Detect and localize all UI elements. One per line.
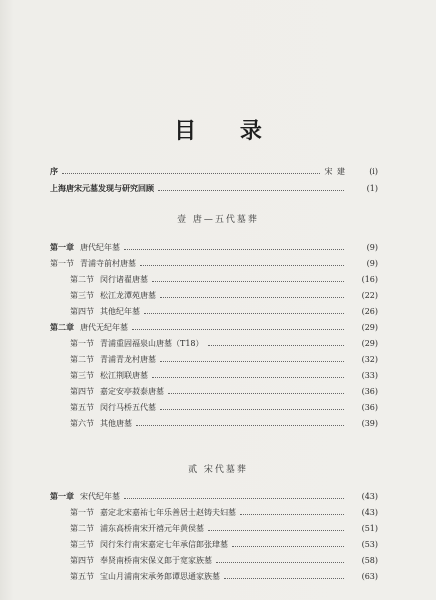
toc-section[interactable] bbox=[50, 400, 378, 414]
section-title: 青浦青龙村唐墓 bbox=[100, 354, 156, 364]
section-number: 第一节 bbox=[50, 258, 74, 268]
section-number: 第四节 bbox=[70, 306, 94, 316]
section-title: 其他唐墓 bbox=[100, 418, 132, 428]
toc-page-number: (43) bbox=[361, 491, 378, 501]
toc-page-number: (22) bbox=[361, 290, 378, 300]
section-title: 闵行马桥五代墓 bbox=[100, 402, 156, 412]
section-number: 第六节 bbox=[70, 418, 94, 428]
toc-section[interactable] bbox=[50, 304, 378, 318]
leader-dots bbox=[144, 312, 344, 314]
section-title: 青浦重固福泉山唐墓（T18） bbox=[100, 338, 204, 348]
section-number: 第二节 bbox=[70, 274, 94, 284]
toc-section[interactable] bbox=[50, 384, 378, 398]
leader-dots bbox=[216, 561, 344, 563]
chapter-number: 第一章 bbox=[50, 242, 74, 252]
toc-label: 上海唐宋元墓发现与研究回顾 bbox=[50, 183, 154, 193]
toc-page-number: (29) bbox=[361, 338, 378, 348]
section-number: 第三节 bbox=[70, 539, 94, 549]
leader-dots bbox=[224, 577, 344, 579]
toc-page-number: (53) bbox=[361, 539, 378, 549]
section-number: 第二节 bbox=[70, 354, 94, 364]
toc-section[interactable] bbox=[50, 256, 378, 270]
toc-section[interactable] bbox=[50, 352, 378, 366]
leader-dots bbox=[136, 424, 344, 426]
toc-section[interactable] bbox=[50, 537, 378, 551]
chapter-title: 唐代无纪年墓 bbox=[80, 322, 128, 332]
toc-chapter[interactable] bbox=[50, 240, 378, 254]
toc-page-number: (43) bbox=[361, 507, 378, 517]
section-number: 第三节 bbox=[70, 290, 94, 300]
leader-dots bbox=[208, 529, 344, 531]
toc-page-number: (9) bbox=[366, 242, 378, 252]
toc-section[interactable] bbox=[50, 505, 378, 519]
toc-page-number: (i) bbox=[369, 166, 378, 176]
section-title: 松江龙潭苑唐墓 bbox=[100, 290, 156, 300]
leader-dots bbox=[140, 264, 344, 266]
section-title: 松江荆联唐墓 bbox=[100, 370, 148, 380]
toc-entry-preface[interactable] bbox=[50, 164, 378, 178]
section-title: 浦东高桥南宋开禧元年黄侯墓 bbox=[100, 523, 204, 533]
toc-page-number: (26) bbox=[361, 306, 378, 316]
toc-page-number: (33) bbox=[361, 370, 378, 380]
section-number: 第五节 bbox=[70, 402, 94, 412]
leader-dots bbox=[124, 497, 344, 499]
toc-section[interactable] bbox=[50, 336, 378, 350]
section-number: 第五节 bbox=[70, 571, 94, 581]
page-title: 目 录 bbox=[174, 119, 280, 144]
section-title: 青浦寺前村唐墓 bbox=[80, 258, 136, 268]
toc-page-number: (51) bbox=[361, 523, 378, 533]
leader-dots bbox=[62, 172, 320, 174]
toc-page-number: (32) bbox=[361, 354, 378, 364]
section-title: 其他纪年墓 bbox=[100, 306, 140, 316]
toc-section[interactable] bbox=[50, 553, 378, 567]
leader-dots bbox=[124, 248, 344, 250]
toc-page-number: (39) bbox=[361, 418, 378, 428]
section-number: 第一节 bbox=[70, 338, 94, 348]
chapter-number: 第二章 bbox=[50, 322, 74, 332]
section-title: 宝山月浦南宋承务郎谭思通家族墓 bbox=[100, 571, 220, 581]
toc-entry-intro[interactable] bbox=[50, 181, 378, 195]
toc-section[interactable] bbox=[50, 416, 378, 430]
leader-dots bbox=[152, 376, 344, 378]
leader-dots bbox=[152, 280, 344, 282]
leader-dots bbox=[208, 344, 344, 346]
section-number: 第一节 bbox=[70, 507, 94, 517]
toc-page-number: (16) bbox=[361, 274, 378, 284]
section-number: 第四节 bbox=[70, 386, 94, 396]
toc-section[interactable] bbox=[50, 288, 378, 302]
toc-page-number: (1) bbox=[366, 183, 378, 193]
leader-dots bbox=[132, 328, 344, 330]
leader-dots bbox=[240, 513, 344, 515]
toc-page-number: (36) bbox=[361, 386, 378, 396]
section-title: 嘉定安亭菽泰唐墓 bbox=[100, 386, 164, 396]
leader-dots bbox=[168, 392, 344, 394]
toc-section[interactable] bbox=[50, 272, 378, 286]
section-number: 第二节 bbox=[70, 523, 94, 533]
section-title: 嘉定北宋嘉祐七年乐善居士赵铸夫妇墓 bbox=[100, 507, 236, 517]
toc-chapter[interactable] bbox=[50, 320, 378, 334]
chapter-title: 宋代纪年墓 bbox=[80, 491, 120, 501]
toc-page-number: (58) bbox=[361, 555, 378, 565]
part-heading-2: 贰 宋代墓葬 bbox=[188, 465, 248, 475]
toc-section[interactable] bbox=[50, 569, 378, 583]
toc-section[interactable] bbox=[50, 521, 378, 535]
toc-label: 序 bbox=[50, 166, 58, 176]
leader-dots bbox=[158, 189, 344, 191]
leader-dots bbox=[160, 408, 344, 410]
section-number: 第四节 bbox=[70, 555, 94, 565]
toc-page-number: (9) bbox=[366, 258, 378, 268]
toc-page-number: (29) bbox=[361, 322, 378, 332]
leader-dots bbox=[160, 296, 344, 298]
leader-dots bbox=[232, 545, 344, 547]
section-title: 奉贤南桥南宋保义郎于宽家族墓 bbox=[100, 555, 212, 565]
toc-section[interactable] bbox=[50, 368, 378, 382]
section-title: 闵行朱行南宋嘉定七年承信郎张珒墓 bbox=[100, 539, 228, 549]
toc-page-number: (36) bbox=[361, 402, 378, 412]
toc-page-number: (63) bbox=[361, 571, 378, 581]
toc-chapter[interactable] bbox=[50, 489, 378, 503]
section-number: 第三节 bbox=[70, 370, 94, 380]
toc-author: 宋 建 bbox=[324, 166, 346, 176]
section-title: 闵行诸翟唐墓 bbox=[100, 274, 148, 284]
part-heading-1: 壹 唐—五代墓葬 bbox=[177, 215, 259, 225]
chapter-title: 唐代纪年墓 bbox=[80, 242, 120, 252]
chapter-number: 第一章 bbox=[50, 491, 74, 501]
leader-dots bbox=[160, 360, 344, 362]
